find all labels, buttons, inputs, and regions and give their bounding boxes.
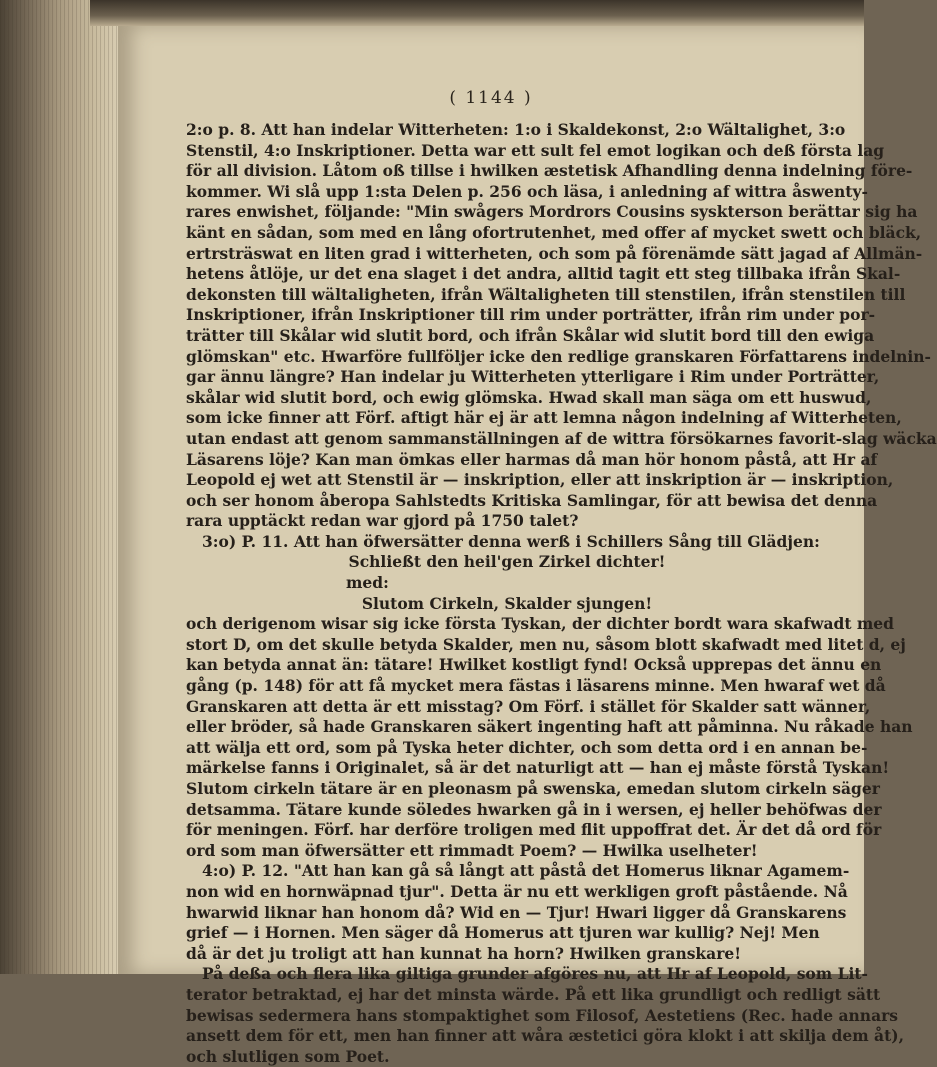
text-line: gar ännu längre? Han indelar ju Witterheten ytterligare i Rim under Porträtter, <box>186 367 880 387</box>
text-line: och derigenom wisar sig icke första Tyskan, der dichter bordt wara skafwadt med <box>186 614 895 634</box>
book-top-edge <box>90 0 864 26</box>
german-verse-line: Schließt den heil'gen Zirkel dichter! <box>348 552 666 572</box>
text-line: 3:o) P. 11. Att han öfwersätter denna werß i Schillers Sång till Glädjen: <box>202 531 820 551</box>
page-header: ( 1144 ) <box>449 88 533 108</box>
text-line: utan endast att genom sammanställningen af de wittra försökarnes favorit-slag wäcka <box>186 428 937 448</box>
text-line: Inskriptioner, ifrån Inskriptioner till rim under porträtter, ifrån rim under por- <box>186 305 876 325</box>
text-line: känt en sådan, som med en lång ofortrutenhet, med offer af mycket swett och bläck, <box>186 222 922 242</box>
text-line: gång (p. 148) för att få mycket mera fästas i läsarens minne. Men hwaraf wet då <box>186 676 886 696</box>
text-line: att wälja ett ord, som på Tyska heter dichter, och som detta ord i en annan be- <box>186 737 868 757</box>
text-line: rara upptäckt redan war gjord på 1750 talet? <box>186 511 579 531</box>
text-line: eller bröder, så hade Granskaren säkert ingenting haft att påminna. Nu råkade han <box>186 717 913 737</box>
text-line: för meningen. Förf. har derföre troligen med flit uppoffrat det. Är det då ord för <box>186 820 882 840</box>
text-line: som icke finner att Förf. aftigt här ej är att lemna någon indelning af Witterheten, <box>186 408 902 428</box>
text-line: med: <box>346 573 389 593</box>
text-line: för all division. Låtom oß tillse i hwilken æstetisk Afhandling denna indelning före- <box>186 161 913 181</box>
page-edges <box>0 0 118 974</box>
text-line: detsamma. Tätare kunde söledes hwarken gå in i wersen, ej heller behöfwas der <box>186 799 882 819</box>
text-line: kommer. Wi slå upp 1:sta Delen p. 256 och läsa, i anledning af wittra åswenty- <box>186 181 868 201</box>
text-line: ertrsträswat en liten grad i witterheten, och som på förenämde sätt jagad af Allmän- <box>186 243 923 263</box>
text-line: non wid en hornwäpnad tjur". Detta är nu ett werkligen groft påstående. Nå <box>186 881 848 901</box>
book-page <box>118 26 937 1066</box>
text-line: grief — i Hornen. Men säger då Homerus att tjuren war kullig? Nej! Men <box>186 923 820 943</box>
text-line: På deßa och flera lika giltiga grunder afgöres nu, att Hr af Leopold, som Lit- <box>202 964 868 984</box>
text-line: hwarwid liknar han honom då? Wid en — Tjur! Hwari ligger då Granskarens <box>186 902 847 922</box>
swedish-verse-line: Slutom Cirkeln, Skalder sjungen! <box>361 593 653 613</box>
text-line: märkelse fanns i Originalet, så är det naturligt att — han ej måste förstå Tyskan! <box>186 758 890 778</box>
text-line: ord som man öfwersätter ett rimmadt Poem? — Hwilka uselheter! <box>186 840 758 860</box>
text-line: bewisas sedermera hans stompaktighet som Filosof, Aestetiens (Rec. hade annars <box>186 1005 899 1025</box>
text-line: då är det ju troligt att han kunnat ha horn? Hwilken granskare! <box>186 943 742 963</box>
text-line: 4:o) P. 12. "Att han kan gå så långt att påstå det Homerus liknar Agamem- <box>202 861 850 881</box>
text-line: och ser honom åberopa Sahlstedts Kritiska Samlingar, för att bewisa det denna <box>186 490 878 510</box>
text-line: glömskan" etc. Hwarföre fullföljer icke den redlige granskaren Författarens indelnin- <box>186 346 931 366</box>
text-line: kan betyda annat än: tätare! Hwilket kostligt fynd! Också upprepas det ännu en <box>186 655 882 675</box>
text-line: rares enwishet, följande: "Min swågers Mordrors Cousins syskterson berättar sig ha <box>186 202 918 222</box>
text-line: Leopold ej wet att Stenstil är — inskription, eller att inskription är — inskription, <box>186 470 894 490</box>
text-line: ansett dem för ett, men han finner att wåra æstetici göra klokt i att skilja dem åt), <box>186 1026 904 1046</box>
text-line: terator betraktad, ej har det minsta wärde. På ett lika grundligt och redligt sätt <box>186 984 881 1004</box>
text-line: Stenstil, 4:o Inskriptioner. Detta war ett sult fel emot logikan och deß första lag <box>186 140 885 160</box>
text-line: Läsarens löje? Kan man ömkas eller harmas då man hör honom påstå, att Hr af <box>186 449 878 469</box>
page-body <box>186 120 937 1067</box>
text-line: stort D, om det skulle betyda Skalder, men nu, såsom blott skafwadt med litet d, ej <box>186 634 906 654</box>
text-line: Granskaren att detta är ett misstag? Om Förf. i stället för Skalder satt wänner, <box>186 696 871 716</box>
text-line: trätter till Skålar wid slutit bord, och ifrån Skålar wid slutit bord till den ewiga <box>186 325 875 345</box>
text-line: skålar wid slutit bord, och ewig glömska. Hwad skall man säga om ett huswud, <box>186 387 872 407</box>
text-line: 2:o p. 8. Att han indelar Witterheten: 1:o i Skaldekonst, 2:o Wältalighet, 3:o <box>186 120 846 139</box>
text-line: dekonsten till wältaligheten, ifrån Wältaligheten till stenstilen, ifrån stenstilen till <box>186 284 906 304</box>
text-line: hetens åtlöje, ur det ena slaget i det andra, alltid tagit ett steg tillbaka ifrån Skal- <box>186 264 901 284</box>
text-line: Slutom cirkeln tätare är en pleonasm på swenska, emedan slutom cirkeln säger <box>186 779 880 798</box>
text-line: och slutligen som Poet. <box>186 1046 390 1066</box>
